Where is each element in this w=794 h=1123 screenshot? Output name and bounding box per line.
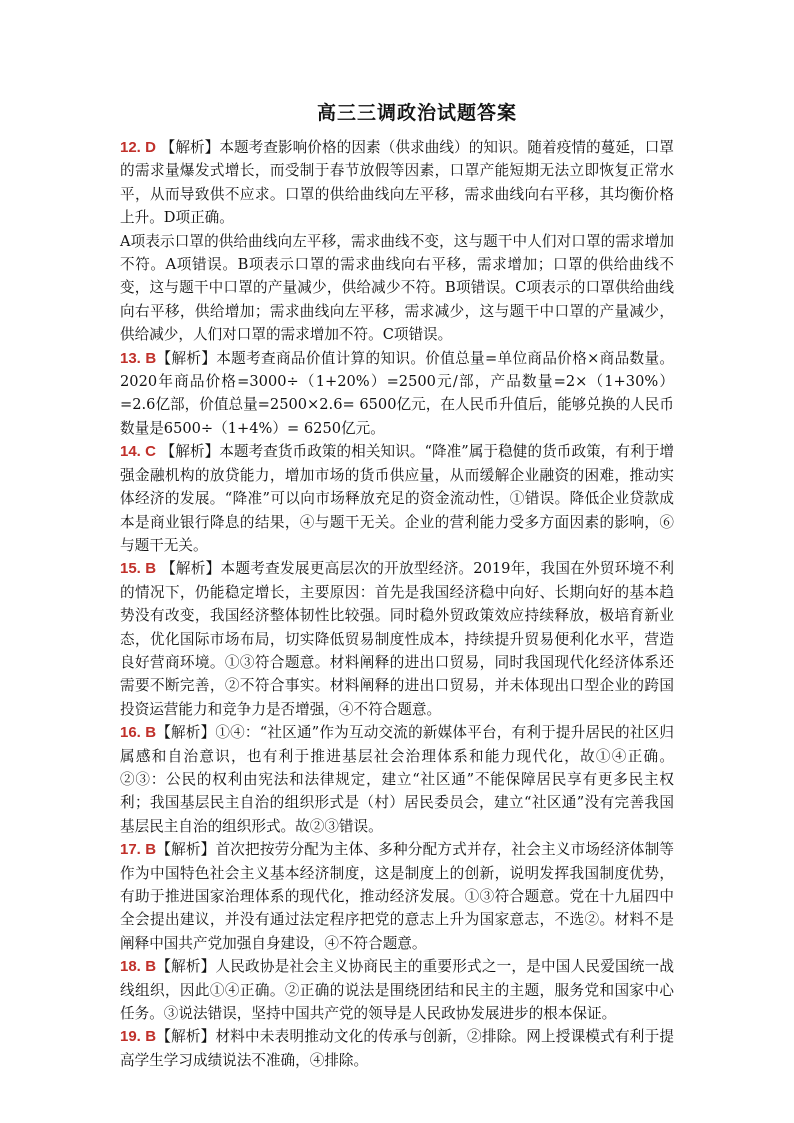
question-number: 18. B xyxy=(120,958,157,976)
answer-16 xyxy=(120,721,674,838)
answer-text: 【解析】本题考查影响价格的因素（供求曲线）的知识。随着疫情的蔓延，口罩的需求量爆发式增长，而受制于春节放假等因素，口罩产能短期无法立即恢复正常水平，从而导致供不应求。口罩的供给曲线向左平移，需求曲线向右平移，其均衡价格上升。D项正确。 xyxy=(120,139,674,227)
answer-14 xyxy=(120,440,674,557)
question-number: 16. B xyxy=(120,724,157,742)
answer-text: 【解析】人民政协是社会主义协商民主的重要形式之一，是中国人民爱国统一战线组织，因此①④正确。②正确的说法是围绕团结和民主的主题，服务党和国家中心任务。③说法错误，坚持中国共产党的领导是人民政协发展进步的根本保证。 xyxy=(120,958,674,1023)
answer-text: 【解析】①④：“社区通”作为互动交流的新媒体平台，有利于提升居民的社区归属感和自治意识，也有利于推进基层社会治理体系和能力现代化，故①④正确。②③：公民的权利由宪法和法律规定，建立“社区通”不能保障居民享有更多民主权利；我国基层民主自治的组织形式是（村）居民委员会，建立“社区通”没有完善我国基层民主自治的组织形式。故②③错误。 xyxy=(120,724,674,835)
answer-paragraph xyxy=(120,347,674,441)
answer-13 xyxy=(120,347,674,441)
answer-17 xyxy=(120,838,674,955)
answer-text: 【解析】本题考查发展更高层次的开放型经济。2019年，我国在外贸环境不利的情况下，仍能稳定增长，主要原因：首先是我国经济稳中向好、长期向好的基本趋势没有改变，我国经济整体韧性比较强。同时稳外贸政策效应持续释放，极培育新业态，优化国际市场布局，切实降低贸易制度性成本，持续提升贸易便利化水平，营造良好营商环境。①③符合题意。材料阐释的进出口贸易，同时我国现代化经济体系还需要不断完善，②不符合事实。材料阐释的进出口贸易，并未体现出口型企业的跨国投资运营能力和竞争力是否增强，④不符合题意。 xyxy=(120,560,674,718)
answer-paragraph xyxy=(120,955,674,1025)
answer-paragraph xyxy=(120,1025,674,1072)
answer-12 xyxy=(120,136,674,347)
answer-text: 【解析】首次把按劳分配为主体、多种分配方式并存，社会主义市场经济体制等作为中国特色社会主义基本经济制度，这是制度上的创新，说明发挥我国制度优势，有助于推进国家治理体系的现代化，推动经济发展。①③符合题意。党在十九届四中全会提出建议，并没有通过法定程序把党的意志上升为国家意志，不选②。材料不是阐释中国共产党加强自身建设，④不符合题意。 xyxy=(120,841,674,952)
question-number: 19. B xyxy=(120,1028,157,1046)
question-number: 15. B xyxy=(120,560,157,578)
answer-paragraph xyxy=(120,440,674,557)
answer-paragraph xyxy=(120,557,674,721)
question-number: 13. B xyxy=(120,349,157,367)
answer-text: 【解析】材料中未表明推动文化的传承与创新，②排除。网上授课模式有利于提高学生学习成绩说法不准确，④排除。 xyxy=(120,1028,674,1069)
answer-15 xyxy=(120,557,674,721)
question-number: 17. B xyxy=(120,841,157,859)
question-number: 12. D xyxy=(120,139,156,156)
answer-paragraph xyxy=(120,136,674,230)
answer-18 xyxy=(120,955,674,1025)
document-title: 高三三调政治试题答案 xyxy=(316,102,517,124)
answer-text: 【解析】本题考查商品价值计算的知识。价值总量=单位商品价格×商品数量。2020年商品价格=3000÷（1+20%）=2500元/部，产品数量=2×（1+30%）=2.6亿部，价值总量=2500×2.6= 6500亿元，在人民币升值后，能够兑换的人民币数量是6500÷（1+4%）= 6250亿元。 xyxy=(120,349,674,437)
answer-19 xyxy=(120,1025,674,1072)
answer-text: 【解析】本题考查货币政策的相关知识。“降准”属于稳健的货币政策，有利于增强金融机构的放贷能力，增加市场的货币供应量，从而缓解企业融资的困难，推动实体经济的发展。“降准”可以向市场释放充足的资金流动性，①错误。降低企业贷款成本是商业银行降息的结果，④与题干无关。企业的营利能力受多方面因素的影响，⑥与题干无关。 xyxy=(120,443,674,554)
answer-text: A项表示口罩的供给曲线向左平移，需求曲线不变，这与题干中人们对口罩的需求增加不符。A项错误。B项表示口罩的需求曲线向右平移，需求增加；口罩的供给曲线不变，这与题干中口罩的产量减少，供给减少不符。B项错误。C项表示的口罩供给曲线向右平移，供给增加；需求曲线向左平移，需求减少，这与题干中口罩的产量减少，供给减少，人们对口罩的需求增加不符。C项错误。 xyxy=(120,232,674,344)
answer-paragraph xyxy=(120,230,674,347)
question-number: 14. C xyxy=(120,443,156,461)
answer-paragraph xyxy=(120,838,674,955)
answer-paragraph xyxy=(120,721,674,838)
